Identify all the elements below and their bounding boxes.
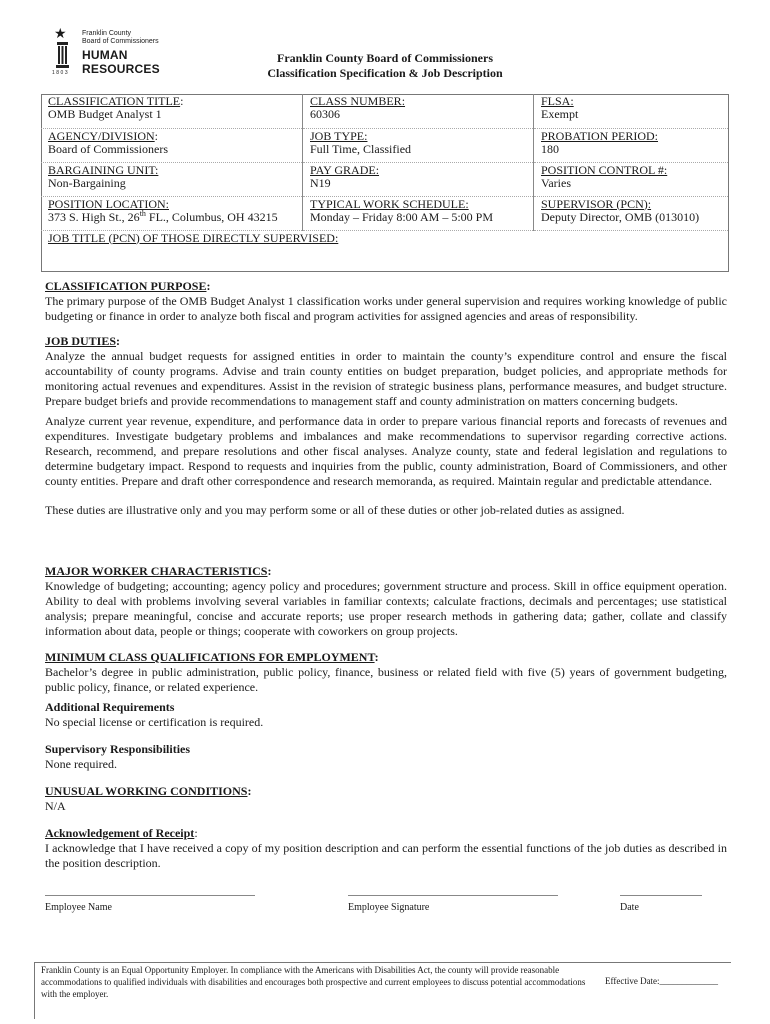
supervisor-value: Deputy Director, OMB (013010) [541,209,700,224]
duties-paragraph-3: These duties are illustrative only and you may perform some or all of these duties or other job-related duties as assigned. [45,503,625,517]
classification-title-label: CLASSIFICATION TITLE [48,94,181,108]
section-acknowledgement: Acknowledgement of Receipt: I acknowledge that I have received a copy of my position description and can perform the essential functions of the job duties as described in the position description. [45,826,727,870]
schedule-label: TYPICAL WORK SCHEDULE: [310,196,469,211]
section-conditions: UNUSUAL WORKING CONDITIONS: N/A [45,784,727,814]
probation-label: PROBATION PERIOD: [541,128,659,143]
classification-title-value: OMB Budget Analyst 1 [48,107,162,121]
position-control-value: Varies [541,175,571,190]
schedule-value: Monday – Friday 8:00 AM – 5:00 PM [310,209,494,224]
duties-heading: JOB DUTIES [45,334,117,348]
cell-flsa [534,94,729,128]
cell-probation [534,128,729,162]
qualifications-text: Bachelor’s degree in public administration, public policy, finance, business or related field with five (5) years of government budgeting, public policy, finance, or related experience. [45,665,727,694]
agency-label: AGENCY/DIVISION [48,128,155,143]
bargaining-value: Non-Bargaining [48,175,126,190]
cell-position-control [534,162,729,196]
class-number-label: CLASS NUMBER: [310,94,406,108]
qualifications-heading: MINIMUM CLASS QUALIFICATIONS FOR EMPLOYMENT [45,650,375,664]
supervisory-text: None required. [45,757,117,771]
acknowledgement-heading: Acknowledgement of Receipt [45,826,195,840]
location-label: POSITION LOCATION: [48,196,169,211]
acknowledgement-text: I acknowledge that I have received a copy of my position description and can perform the essential functions of the job duties as described in the position description. [45,841,727,870]
position-control-label: POSITION CONTROL #: [541,162,668,177]
location-value: 373 S. High St., 26th FL., Columbus, OH 43215 [48,208,278,224]
document-title: Franklin County Board of Commissioners [276,51,494,65]
logo-line-county: Franklin County [82,30,132,37]
characteristics-heading: MAJOR WORKER CHARACTERISTICS [45,564,268,578]
document-subtitle: Classification Specification & Job Description [267,66,503,80]
purpose-heading: CLASSIFICATION PURPOSE [45,279,207,293]
duties-paragraph-2: Analyze current year revenue, expenditure, and performance data in order to prepare various financial reports and forecasts of revenues and expenditures. Investigate budgetary problems and imbalances and make recommendations to supervisor regarding corrective actions. Research, recommend, and prepare resolutions and other fiscal analyses. Analyze county, state and federal legislation and regulations to determine budgetary impact. Respond to requests and inquiries from the public, county administration, Board of Commissioners, and other county entities. Prepare and draft other correspondence and research memoranda, as required. Maintain regular and predictable attendance. [45,414,727,488]
cell-pay-grade [303,162,534,196]
employee-signature-label: Employee Signature [348,902,430,913]
agency-value: Board of Commissioners [48,141,168,156]
cell-agency: AGENCY/DIVISION: Board of Commissioners [41,128,303,162]
star-icon: ★ [54,27,67,42]
purpose-text: The primary purpose of the OMB Budget Analyst 1 classification works under general supervision and requires working knowledge of public budgeting or finance in order to analyze both fiscal and program activities for assigned agencies and areas of responsibility. [45,294,727,323]
effective-date: Effective Date:_____________ [605,976,719,986]
logo-line-hr: HUMAN RESOURCES [82,48,160,76]
logo-line-board: Board of Commissioners [82,38,159,45]
cell-supervisor [534,196,729,230]
section-characteristics: MAJOR WORKER CHARACTERISTICS: Knowledge of budgeting; accounting; agency policy and procedures; government structure and process. Skill in office equipment operation. Ability to deal with problems involving several variables in familiar contexts; calculate fractions, decimals and percentages; use statistical analysis; prepare meaningful, concise and accurate reports; use proper research methods in gathering data; gather, collate and classify information about data, people or things; cooperate with coworkers on group projects. [45,564,727,638]
supervisory-heading: Supervisory Responsibilities [45,742,191,756]
pay-grade-value: N19 [310,175,331,190]
section-purpose: CLASSIFICATION PURPOSE: The primary purpose of the OMB Budget Analyst 1 classification works under general supervision and requires working knowledge of public budgeting or finance in order to analyze both fiscal and program activities for assigned agencies and areas of responsibility. [45,279,727,323]
date-line[interactable] [620,895,702,896]
conditions-text: N/A [45,799,66,813]
date-label: Date [620,902,639,913]
job-type-value: Full Time, Classified [310,141,412,156]
cell-class-number [303,94,534,128]
additional-requirements-text: No special license or certification is required. [45,715,264,729]
footer-eeo-text: Franklin County is an Equal Opportunity Employer. In compliance with the Americans with Disabilities Act, the county will provide reasonable accommodations to qualified individuals with disabilities and encourages both prospective and current employees to discuss potential accommodations with the employer. [41,965,586,999]
conditions-heading: UNUSUAL WORKING CONDITIONS [45,784,248,798]
section-qualifications: MINIMUM CLASS QUALIFICATIONS FOR EMPLOYMENT: Bachelor’s degree in public administration, public policy, finance, business or related field with five (5) years of government budgeting, public policy, finance, or related experience. Additional Requirements No special license or certification is required. Supervisory Responsibilities None required. [45,650,727,771]
characteristics-text: Knowledge of budgeting; accounting; agency policy and procedures; government structure and process. Skill in office equipment operation. Ability to deal with problems involving several variables in familiar contexts; calculate fractions, decimals and percentages; use statistical analysis; prepare meaningful, concise and accurate reports; use proper research methods in gathering data; gather, collate and classify information about data, people or things; cooperate with coworkers on group projects. [45,579,727,638]
employee-name-line[interactable] [45,895,255,896]
flsa-value: Exempt [541,107,579,121]
additional-requirements-heading: Additional Requirements [45,700,175,714]
cell-job-type [303,128,534,162]
duties-paragraph-1: Analyze the annual budget requests for assigned entities in order to maintain the county’s expenditure control and ensure the fiscal accountability of county programs. Advise and train county entities on budget preparation, budget policies, and appropriate methods for monitoring actual revenues and expenditures. Assist in the revision of strategic business plans, performance measures, and budget structure. Prepare budget briefs and provide recommendations to management staff and county administration on matters concerning budgets. [45,349,727,408]
cell-schedule [303,196,534,230]
section-duties: JOB DUTIES: Analyze the annual budget requests for assigned entities in order to maintain the county’s expenditure control and ensure the fiscal accountability of county programs. Advise and train county entities on budget preparation, budget policies, and appropriate methods for monitoring actual revenues and expenditures. Assist in the revision of strategic business plans, performance measures, and budget structure. Prepare budget briefs and provide recommendations to management staff and county administration on matters concerning budgets. Analyze current year revenue, expenditure, and performance data in order to prepare various financial reports and forecasts of revenues and expenditures. Investigate budgetary problems and imbalances and make recommendations to supervisor regarding corrective actions. Research, recommend, and prepare resolutions and other fiscal analyses. Analyze county, state and federal legislation and regulations to determine budgetary impact. Respond to requests and inquiries from the public, county administration, Board of Commissioners, and other county entities. Prepare and draft other correspondence and research memoranda, as required. Maintain regular and predictable attendance. These duties are illustrative only and you may perform some or all of these duties or other job-related duties as assigned. [45,334,727,517]
cell-location [41,196,303,230]
cell-classification-title: CLASSIFICATION TITLE: OMB Budget Analyst 1 [41,94,303,128]
pay-grade-label: PAY GRADE: [310,162,380,177]
flsa-label: FLSA: [541,94,574,108]
info-table [41,94,728,268]
logo-year: 1803 [52,70,70,76]
employee-name-label: Employee Name [45,902,112,913]
bargaining-label: BARGAINING UNIT: [48,162,159,177]
cell-bargaining [41,162,303,196]
job-type-label: JOB TYPE: [310,128,368,143]
class-number-value: 60306 [310,107,340,121]
employee-signature-line[interactable] [348,895,558,896]
probation-value: 180 [541,141,559,156]
cell-supervised [41,230,728,268]
supervised-label: JOB TITLE (PCN) OF THOSE DIRECTLY SUPERVISED: [48,230,339,245]
supervisor-label: SUPERVISOR (PCN): [541,196,652,211]
